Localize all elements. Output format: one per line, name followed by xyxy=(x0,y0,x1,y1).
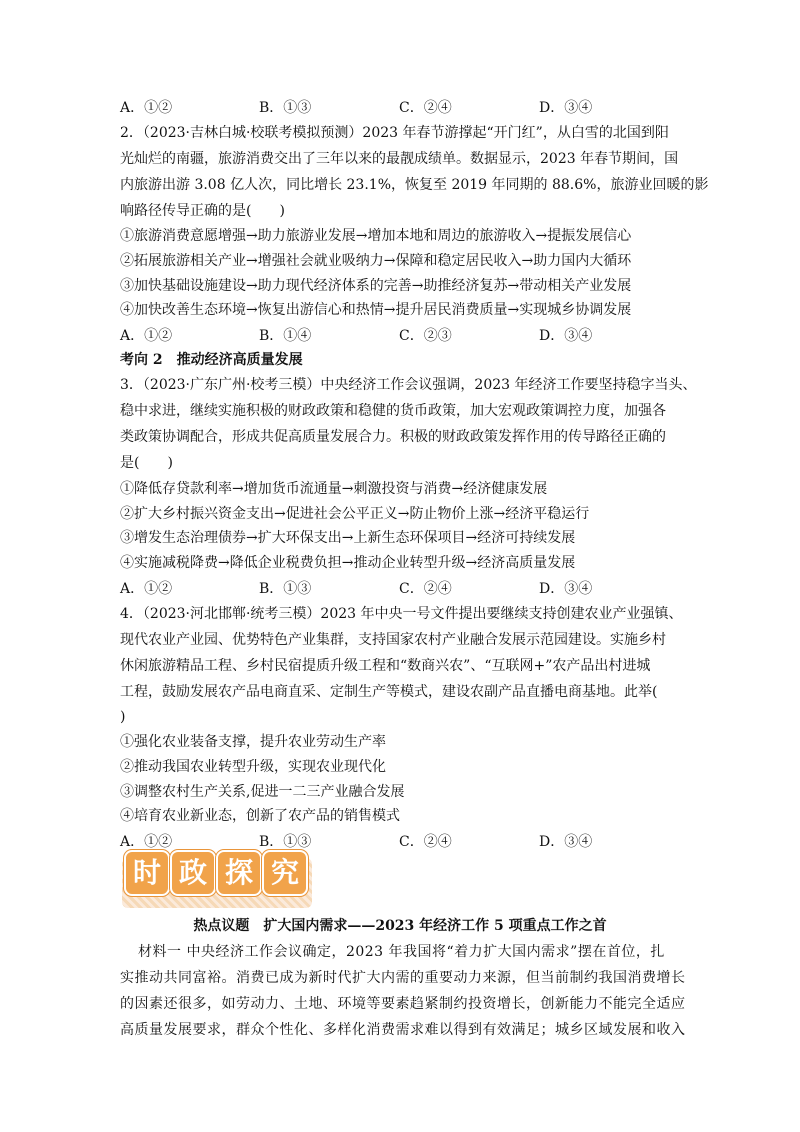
q2-option-3: ③加快基础设施建设→助力现代经济体系的完善→助推经济复苏→带动相关产业发展 xyxy=(120,278,632,294)
q4-stem-line: 工程，鼓励发展农产品电商直采、定制生产等模式，建设农副产品直播电商基地。此举( xyxy=(120,684,658,700)
q1-choice-b[interactable]: B．①③ xyxy=(259,100,312,116)
q2-option-4: ④加快改善生态环境→恢复出游信心和热情→提升居民消费质量→实现城乡协调发展 xyxy=(120,302,632,318)
q4-stem-line: 休闲旅游精品工程、乡村民宿提质升级工程和“数商兴农”、“互联网+”农产品出村进城 xyxy=(120,658,651,674)
q4-stem-line: 现代农业产业园、优势特色产业集群，支持国家农村产业融合发展示范园建设。实施乡村 xyxy=(120,632,666,648)
q2-stem-line: 光灿烂的南疆，旅游消费交出了三年以来的最靓成绩单。数据显示，2023 年春节期间，国 xyxy=(120,151,679,167)
q2-stem-line: 2．（2023·吉林白城·校联考模拟预测）2023 年春节游撑起“开门红”，从白雪的北国到阳 xyxy=(120,125,669,141)
q3-choice-c[interactable]: C．②④ xyxy=(399,581,452,597)
q4-option-1: ①强化农业装备支撑，提升农业劳动生产率 xyxy=(120,734,386,750)
material-line: 高质量发展要求，群众个性化、多样化消费需求难以得到有效满足；城乡区域发展和收入 xyxy=(120,1022,686,1038)
q4-choice-c[interactable]: C．②④ xyxy=(399,834,452,850)
q4-stem-line: ) xyxy=(120,709,126,725)
q2-choice-d[interactable]: D．③④ xyxy=(539,328,593,344)
q1-choice-a[interactable]: A．①② xyxy=(120,100,173,116)
banner-char-tile: 探 xyxy=(216,850,262,896)
q4-choices xyxy=(120,831,680,851)
q2-choices xyxy=(120,325,680,345)
q2-choice-b[interactable]: B．①④ xyxy=(259,328,312,344)
q3-stem-line: 是( ) xyxy=(120,455,173,471)
q2-option-2: ②拓展旅游相关产业→增强社会就业吸纳力→保障和稳定居民收入→助力国内大循环 xyxy=(120,253,632,269)
q3-option-1: ①降低存贷款利率→增加货币流通量→刺激投资与消费→经济健康发展 xyxy=(120,481,548,497)
q1-choices xyxy=(120,97,680,117)
material-line: 的因素还很多，如劳动力、土地、环境等要素趋紧制约投资增长，创新能力不能完全适应 xyxy=(120,996,686,1012)
q4-stem-line: 4．（2023·河北邯郸·统考三模）2023 年中央一号文件提出要继续支持创建农业产业强镇、 xyxy=(120,606,683,622)
q2-stem-line: 内旅游出游 3.08 亿人次，同比增长 23.1%，恢复至 2019 年同期的 88.6%，旅游业回暖的影 xyxy=(120,177,709,193)
q3-choice-d[interactable]: D．③④ xyxy=(539,581,593,597)
q2-choice-a[interactable]: A．①② xyxy=(120,328,173,344)
q4-option-3: ③调整农村生产关系,促进一二三产业融合发展 xyxy=(120,784,405,800)
q3-option-2: ②扩大乡村振兴资金支出→促进社会公平正义→防止物价上涨→经济平稳运行 xyxy=(120,506,590,522)
material-line: 实推动共同富裕。消费已成为新时代扩大内需的重要动力来源，但当前制约我国消费增长 xyxy=(120,970,686,986)
material-line: 材料一 中央经济工作会议确定，2023 年我国将“着力扩大国内需求”摆在首位，扎 xyxy=(138,944,665,960)
q2-stem-line: 响路径传导正确的是( ) xyxy=(120,203,285,219)
q3-choice-b[interactable]: B．①③ xyxy=(259,581,312,597)
q3-choices xyxy=(120,578,680,598)
q1-choice-c[interactable]: C．②④ xyxy=(399,100,452,116)
q3-option-3: ③增发生态治理债券→扩大环保支出→上新生态环保项目→经济可持续发展 xyxy=(120,530,576,546)
q4-choice-b[interactable]: B．①③ xyxy=(259,834,312,850)
banner-char-tile: 究 xyxy=(262,850,308,896)
q2-option-1: ①旅游消费意愿增强→助力旅游业发展→增加本地和周边的旅游收入→提振发展信心 xyxy=(120,228,632,244)
q3-stem-line: 3．（2023·广东广州·校考三模）中央经济工作会议强调，2023 年经济工作要坚持稳字当头、 xyxy=(120,377,697,393)
q3-option-4: ④实施减税降费→降低企业税费负担→推动企业转型升级→经济高质量发展 xyxy=(120,555,576,571)
q4-option-2: ②推动我国农业转型升级，实现农业现代化 xyxy=(120,759,386,775)
banner-char-tile: 时 xyxy=(124,850,170,896)
q3-stem-line: 稳中求进，继续实施积极的财政政策和稳健的货币政策，加大宏观政策调控力度，加强各 xyxy=(120,403,666,419)
q3-choice-a[interactable]: A．①② xyxy=(120,581,173,597)
q3-stem-line: 类政策协调配合，形成共促高质量发展合力。积极的财政政策发挥作用的传导路径正确的 xyxy=(120,429,666,445)
section-banner xyxy=(118,850,318,910)
section-heading: 考向 2 推动经济高质量发展 xyxy=(120,352,303,368)
banner-char-tile: 政 xyxy=(170,850,216,896)
hot-topic-title: 热点议题 扩大国内需求——2023 年经济工作 5 项重点工作之首 xyxy=(193,918,607,934)
q4-choice-d[interactable]: D．③④ xyxy=(539,834,593,850)
q4-option-4: ④培育农业新业态，创新了农产品的销售模式 xyxy=(120,808,400,824)
q2-choice-c[interactable]: C．②③ xyxy=(399,328,452,344)
q4-choice-a[interactable]: A．①② xyxy=(120,834,173,850)
q1-choice-d[interactable]: D．③④ xyxy=(539,100,593,116)
